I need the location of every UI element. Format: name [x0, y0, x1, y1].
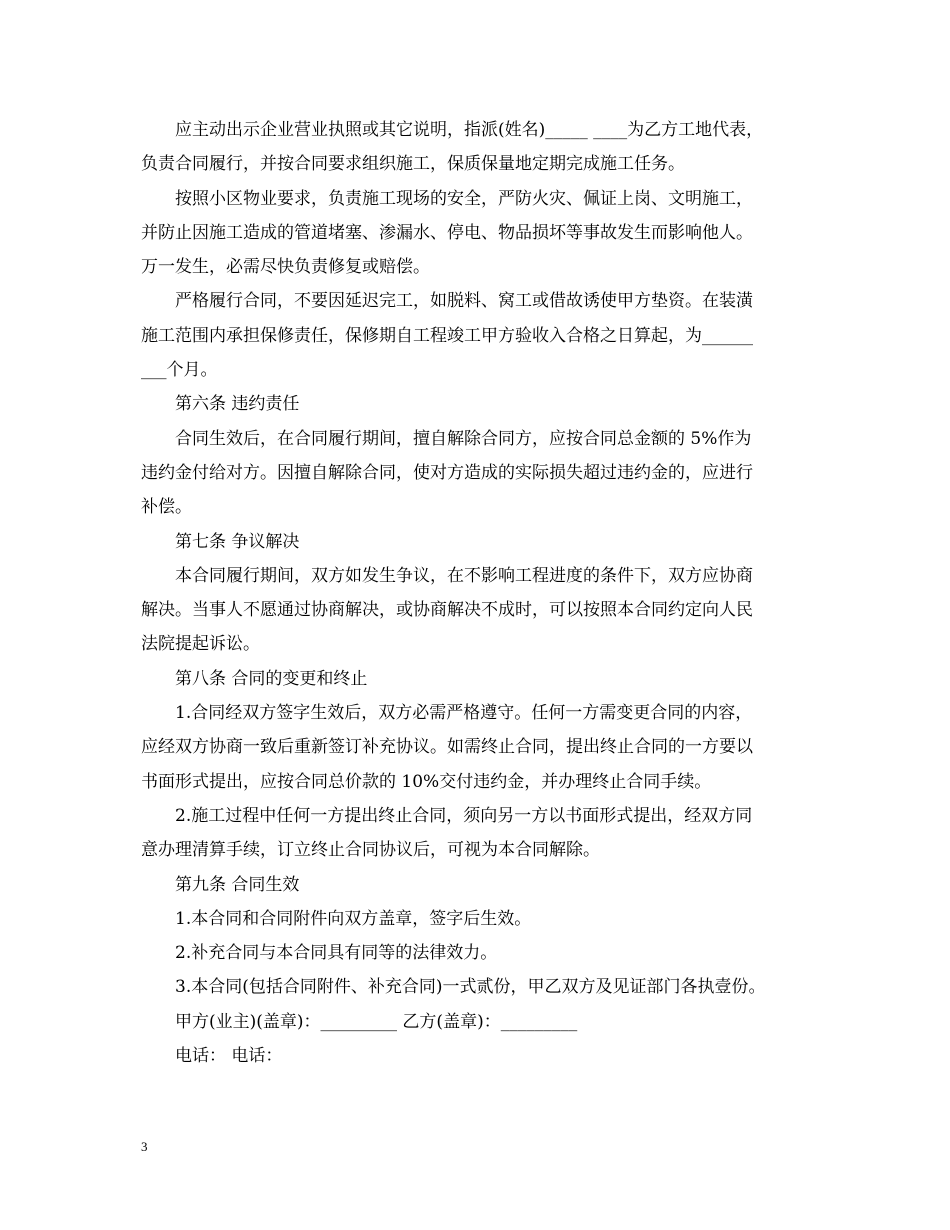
phone-line: 电话： 电话：: [175, 1046, 283, 1067]
section-heading: 第九条 合同生效: [175, 874, 300, 895]
page-number: 3: [141, 1139, 148, 1154]
text-line: 1.合同经双方签字生效后，双方必需严格遵守。任何一方需变更合同的内容，: [175, 703, 753, 724]
text-line: 合同生效后，在合同履行期间，擅自解除合同方，应按合同总金额的 5%作为: [175, 428, 752, 449]
section-heading: 第六条 违约责任: [175, 394, 300, 415]
text-line: 1.本合同和合同附件向双方盖章，签字后生效。: [175, 908, 532, 929]
text-line: 书面形式提出，应按合同总价款的 10%交付违约金，并办理终止合同手续。: [141, 771, 712, 792]
signature-line: 甲方(业主)(盖章)：_________ 乙方(盖章)：_________: [175, 1011, 578, 1032]
text-line: 意办理清算手续，订立终止合同协议后，可视为本合同解除。: [141, 840, 600, 861]
text-line: 本合同履行期间，双方如发生争议，在不影响工程进度的条件下，双方应协商: [175, 565, 753, 586]
text-line: 应主动出示企业营业执照或其它说明，指派(姓名)_____ ____为乙方工地代表，: [175, 120, 764, 140]
text-line: 2.补充合同与本合同具有同等的法律效力。: [175, 943, 498, 964]
section-heading: 第八条 合同的变更和终止: [175, 668, 368, 689]
text-line: 施工范围内承担保修责任，保修期自工程竣工甲方验收入合格之日算起，为______: [141, 325, 753, 346]
text-line: 负责合同履行，并按合同要求组织施工，保质保量地定期完成施工任务。: [141, 154, 685, 175]
text-line: 2.施工过程中任何一方提出终止合同，须向另一方以书面形式提出，经双方同: [175, 805, 753, 826]
document-body: [141, 113, 813, 1073]
text-line: 解决。当事人不愿通过协商解决，或协商解决不成时，可以按照本合同约定向人民: [141, 600, 753, 621]
section-heading: 第七条 争议解决: [175, 531, 300, 552]
text-line: ___个月。: [141, 360, 218, 381]
text-line: 严格履行合同，不要因延迟完工，如脱料、窝工或借故诱使甲方垫资。在装潢: [175, 291, 753, 312]
text-line: 法院提起诉讼。: [141, 634, 260, 655]
text-line: 按照小区物业要求，负责施工现场的安全，严防火灾、佩证上岗、文明施工，: [175, 188, 753, 209]
text-line: 并防止因施工造成的管道堵塞、渗漏水、停电、物品损坏等事故发生而影响他人。: [141, 222, 753, 243]
text-line: 万一发生，必需尽快负责修复或赔偿。: [141, 257, 430, 278]
text-line: 3.本合同(包括合同附件、补充合同)一式贰份，甲乙双方及见证部门各执壹份。: [175, 977, 766, 998]
text-line: 补偿。: [141, 497, 192, 518]
text-line: 违约金付给对方。因擅自解除合同，使对方造成的实际损失超过违约金的，应进行: [141, 462, 753, 483]
text-line: 应经双方协商一致后重新签订补充协议。如需终止合同，提出终止合同的一方要以: [141, 737, 753, 758]
